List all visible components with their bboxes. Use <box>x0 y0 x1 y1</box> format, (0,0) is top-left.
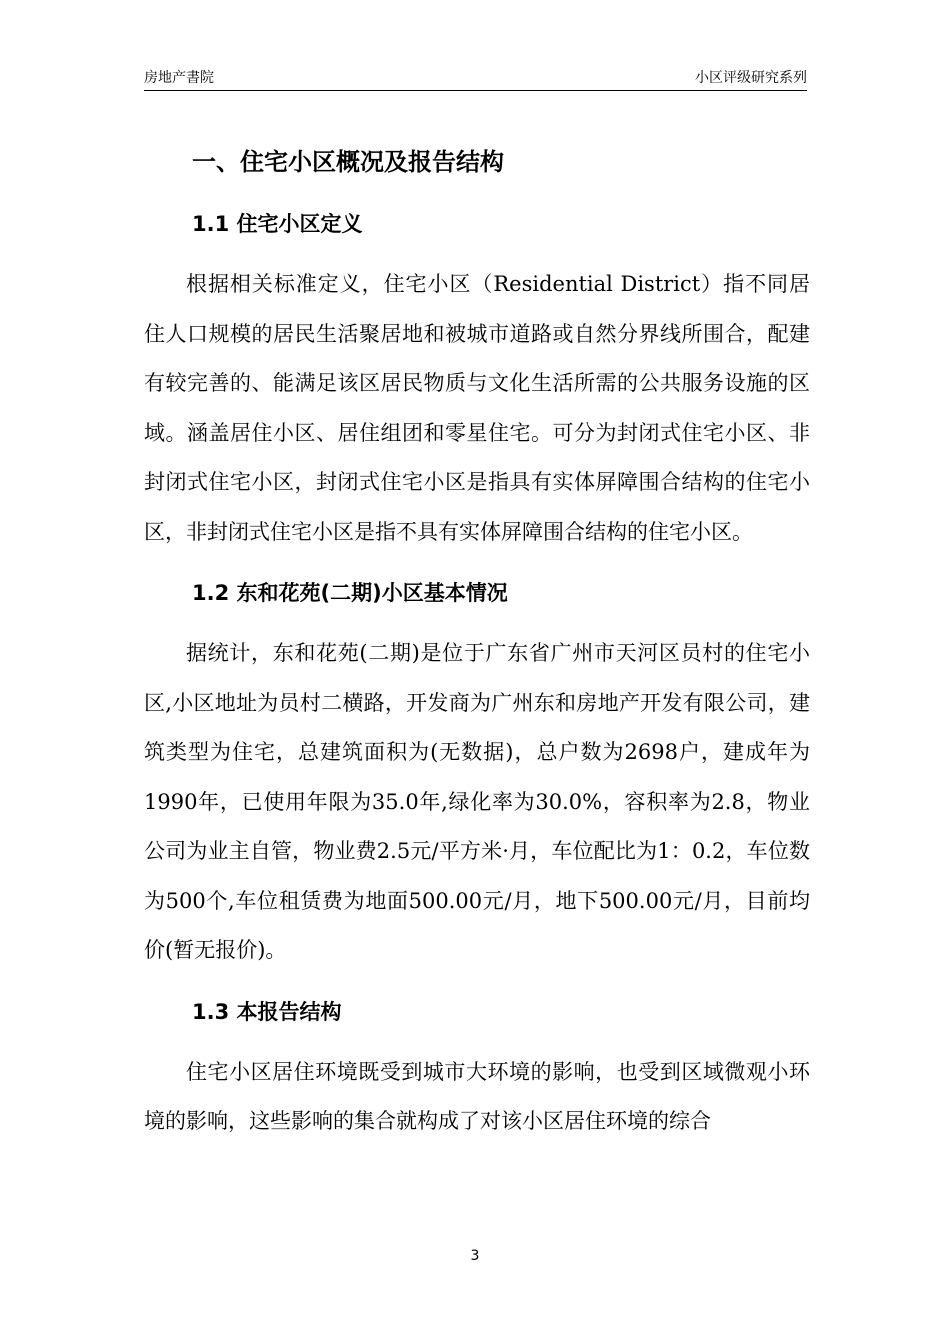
section-heading-1-3: 1.3 本报告结构 <box>192 999 342 1024</box>
section-heading-1-1: 1.1 住宅小区定义 <box>192 212 363 236</box>
section-paragraph-1-2: 据统计，东和花苑(二期)是位于广东省广州市天河区员村的住宅小区,小区地址为员村二横路，开发商为广州东和房地产开发有限公司，建筑类型为住宅，总建筑面积为(无数据)，总户数为2698户，建成年为1990年，已使用年限为35.0年,绿化率为30.0%，容积率为2.8，物业公司为业主自管，物业费2.5元/平方米·月，车位配比为1：0.2，车位数为500个,车位租赁费为地面500.00元/月，地下500.00元/月，目前均价(暂无报价)。 <box>144 641 810 962</box>
header-series-title: 小区评级研究系列 <box>695 70 807 86</box>
header-publisher: 房地产書院 <box>144 70 214 86</box>
section-heading-1-2: 1.2 东和花苑(二期)小区基本情况 <box>192 581 508 605</box>
chapter-title: 一、住宅小区概况及报告结构 <box>192 148 504 176</box>
section-paragraph-1-1: 根据相关标准定义，住宅小区（Residential District）指不同居住人口规模的居民生活聚居地和被城市道路或自然分界线所围合，配建有较完善的、能满足该区居民物质与文化生活所需的公共服务设施的区域。涵盖居住小区、居住组团和零星住宅。可分为封闭式住宅小区、非封闭式住宅小区，封闭式住宅小区是指具有实体屏障围合结构的住宅小区，非封闭式住宅小区是指不具有实体屏障围合结构的住宅小区。 <box>144 272 810 544</box>
document-body <box>144 140 810 1147</box>
page-header <box>144 66 807 91</box>
section-paragraph-1-3: 住宅小区居住环境既受到城市大环境的影响，也受到区域微观小环境的影响，这些影响的集合就构成了对该小区居住环境的综合 <box>144 1059 810 1133</box>
page-number: 3 <box>470 1248 480 1264</box>
